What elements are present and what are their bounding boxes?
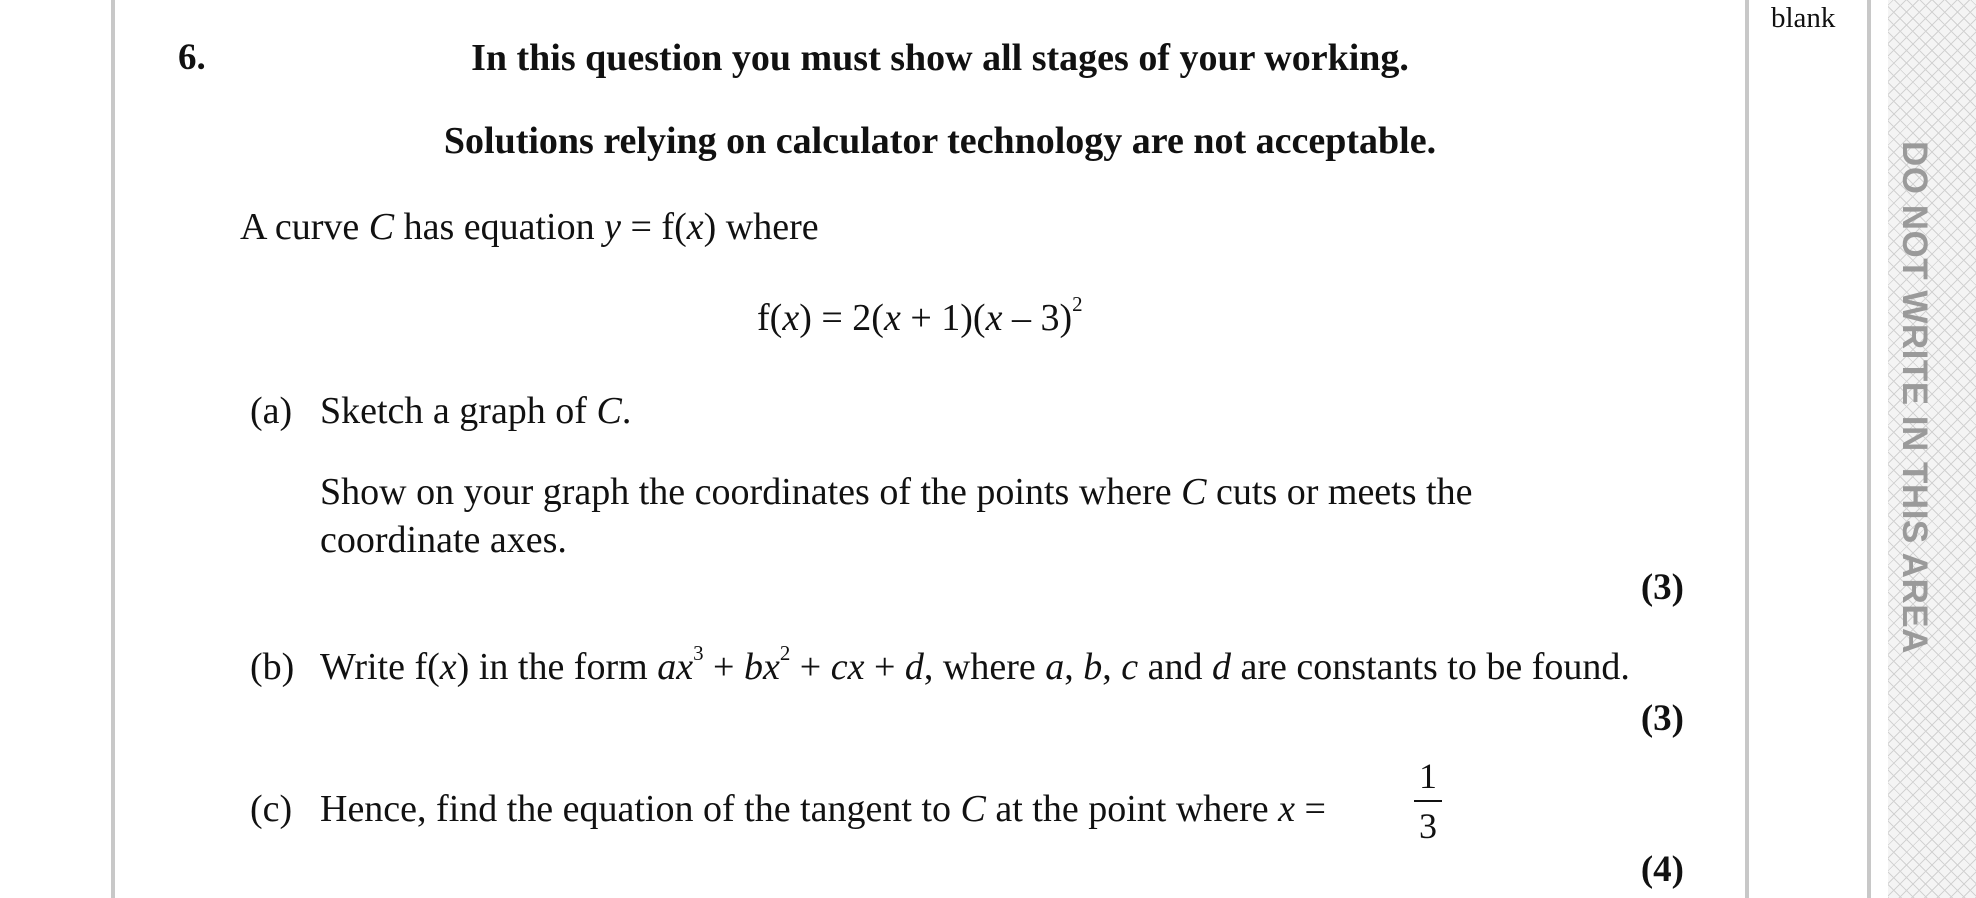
part-a-marks: (3) (1640, 567, 1684, 608)
part-b-label: (b) (250, 646, 295, 688)
part-c-instruction: Hence, find the equation of the tangent to C at the point where x = (320, 788, 1326, 830)
blank-label: blank (1771, 2, 1836, 34)
part-a-label: (a) (250, 390, 293, 432)
part-c-fraction (1413, 758, 1443, 844)
part-b-instruction: Write f(x) in the form $ax^3 + bx^2$ + cx + d, where a, b, c and d are constants to be found. (320, 641, 1630, 688)
part-a-detail-line-2: coordinate axes. (320, 519, 567, 561)
margin-warning-text: DO NOT WRITE IN THIS AREA (1895, 141, 1934, 654)
function-equation: f(x) = 2(x + 1)(x – 3)$^2$ (757, 292, 1083, 339)
part-c-marks: (4) (1640, 849, 1684, 890)
instruction-calculator: Solutions relying on calculator technology are not acceptable. (443, 120, 1437, 162)
instruction-working: In this question you must show all stages of your working. (471, 37, 1409, 79)
question-intro: A curve C has equation y = f(x) where (240, 206, 819, 248)
part-b-marks: (3) (1640, 698, 1684, 739)
question-number: 6. (178, 37, 206, 78)
part-a-detail-line-1: Show on your graph the coordinates of the points where C cuts or meets the (320, 471, 1473, 513)
part-a-instruction: Sketch a graph of C. (320, 390, 632, 432)
part-c-label: (c) (250, 788, 293, 830)
fraction-numerator: 1 (1419, 756, 1437, 796)
fraction-denominator: 3 (1419, 806, 1437, 846)
